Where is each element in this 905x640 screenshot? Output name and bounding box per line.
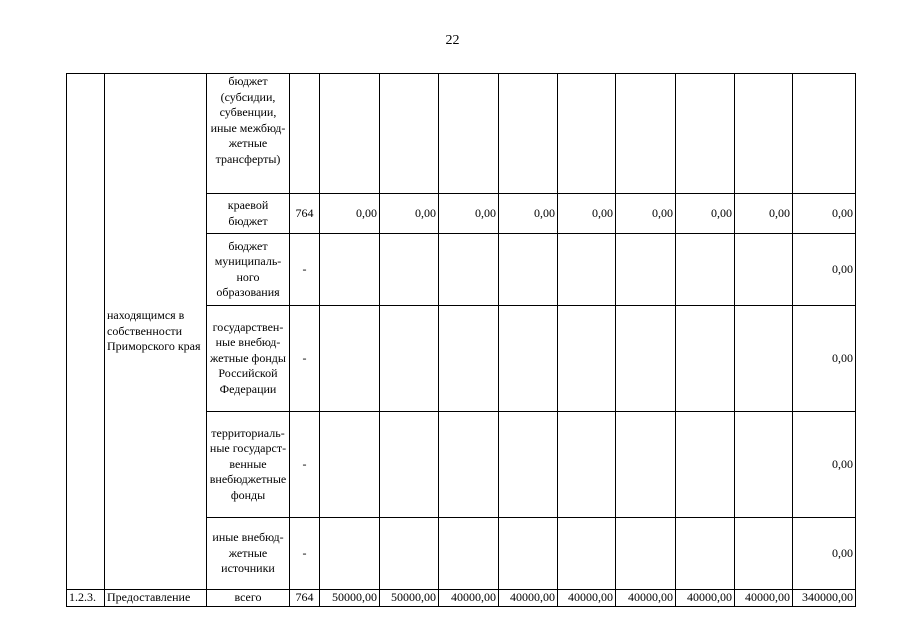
amount-cell: 0,00: [735, 194, 793, 234]
total-amount-cell: 0,00: [793, 518, 856, 590]
amount-cell: [616, 74, 676, 194]
amount-cell: [439, 74, 499, 194]
amount-cell: 0,00: [616, 194, 676, 234]
total-amount-cell: 0,00: [793, 412, 856, 518]
amount-cell: [676, 234, 735, 306]
amount-cell: [616, 412, 676, 518]
funding-source-cell: государствен-ные внебюд-жетные фонды Российской Федерации: [207, 306, 290, 412]
amount-cell: [320, 234, 380, 306]
amount-cell: [735, 412, 793, 518]
row-number-cell: [67, 74, 105, 590]
measure-name-cell: находящимся в собственности Приморского края: [105, 74, 207, 590]
amount-cell: [380, 74, 439, 194]
budget-code-cell: 764: [290, 590, 320, 607]
funding-source-cell: иные внебюд-жетные источники: [207, 518, 290, 590]
funding-source-cell: бюджет (субсидии, субвенции, иные межбюд-жетные трансферты): [207, 74, 290, 194]
amount-cell: [499, 234, 558, 306]
amount-cell: [735, 234, 793, 306]
budget-code-cell: -: [290, 412, 320, 518]
amount-cell: [320, 306, 380, 412]
budget-code-cell: [290, 74, 320, 194]
amount-cell: [735, 518, 793, 590]
amount-cell: 40000,00: [499, 590, 558, 607]
budget-code-cell: -: [290, 518, 320, 590]
amount-cell: [676, 74, 735, 194]
amount-cell: [676, 306, 735, 412]
amount-cell: 50000,00: [320, 590, 380, 607]
amount-cell: [499, 74, 558, 194]
total-amount-cell: 0,00: [793, 194, 856, 234]
amount-cell: 40000,00: [558, 590, 616, 607]
amount-cell: [735, 74, 793, 194]
amount-cell: 0,00: [439, 194, 499, 234]
amount-cell: 0,00: [380, 194, 439, 234]
budget-table: [66, 73, 856, 607]
amount-cell: 40000,00: [735, 590, 793, 607]
amount-cell: 40000,00: [439, 590, 499, 607]
total-amount-cell: 0,00: [793, 306, 856, 412]
amount-cell: 40000,00: [616, 590, 676, 607]
budget-code-cell: -: [290, 306, 320, 412]
budget-code-cell: 764: [290, 194, 320, 234]
amount-cell: [616, 234, 676, 306]
amount-cell: [380, 234, 439, 306]
amount-cell: 0,00: [676, 194, 735, 234]
amount-cell: [676, 518, 735, 590]
funding-source-cell: бюджет муниципаль-ного образования: [207, 234, 290, 306]
total-amount-cell: 0,00: [793, 234, 856, 306]
amount-cell: [320, 412, 380, 518]
page-number: 22: [445, 33, 460, 48]
funding-source-cell: территориаль-ные государст-венные внебюджетные фонды: [207, 412, 290, 518]
amount-cell: 0,00: [320, 194, 380, 234]
amount-cell: 0,00: [558, 194, 616, 234]
amount-cell: [439, 412, 499, 518]
amount-cell: [320, 74, 380, 194]
amount-cell: [439, 306, 499, 412]
amount-cell: [499, 518, 558, 590]
amount-cell: [616, 306, 676, 412]
amount-cell: [380, 306, 439, 412]
amount-cell: [558, 518, 616, 590]
funding-source-cell: краевой бюджет: [207, 194, 290, 234]
row-number-cell: 1.2.3.: [67, 590, 105, 607]
amount-cell: 50000,00: [380, 590, 439, 607]
amount-cell: [558, 412, 616, 518]
amount-cell: [558, 74, 616, 194]
amount-cell: 0,00: [499, 194, 558, 234]
measure-name-cell: Предоставление: [105, 590, 207, 607]
amount-cell: [439, 234, 499, 306]
amount-cell: [616, 518, 676, 590]
amount-cell: [499, 412, 558, 518]
amount-cell: [735, 306, 793, 412]
amount-cell: [320, 518, 380, 590]
total-amount-cell: 340000,00: [793, 590, 856, 607]
amount-cell: [380, 412, 439, 518]
total-amount-cell: [793, 74, 856, 194]
amount-cell: [499, 306, 558, 412]
amount-cell: [676, 412, 735, 518]
amount-cell: [439, 518, 499, 590]
amount-cell: [558, 306, 616, 412]
amount-cell: 40000,00: [676, 590, 735, 607]
amount-cell: [380, 518, 439, 590]
amount-cell: [558, 234, 616, 306]
budget-code-cell: -: [290, 234, 320, 306]
funding-source-cell: всего: [207, 590, 290, 607]
